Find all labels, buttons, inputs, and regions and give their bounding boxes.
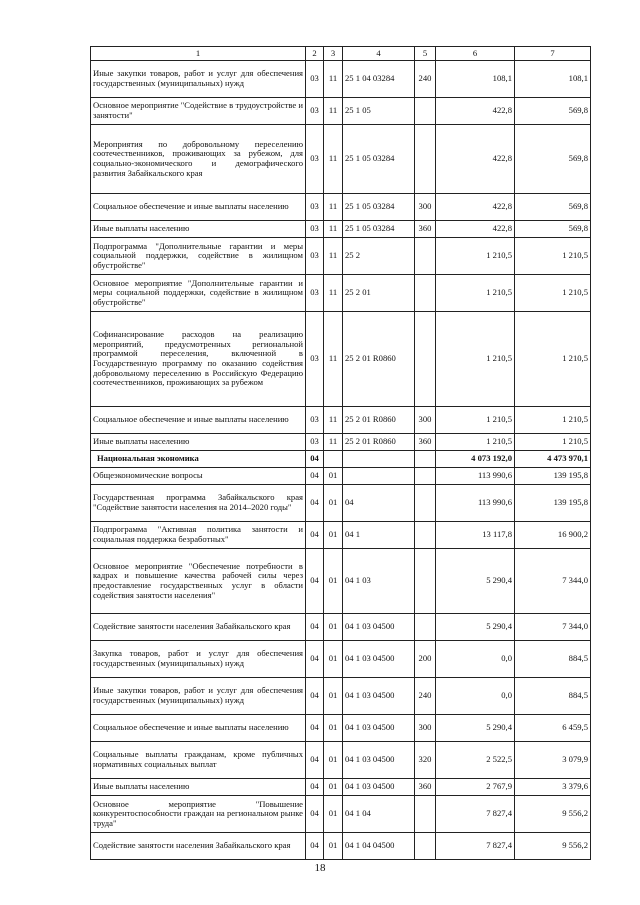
- section-code-cell: 04: [306, 451, 324, 468]
- subsection-code-cell: 01: [324, 715, 343, 742]
- row-name-cell: Основное мероприятие "Обеспечение потребности в кадрах и повышение качества рабочей силы через предоставление государственных услуг в области содействия занятости населения": [91, 549, 306, 614]
- subsection-code-cell: 11: [324, 312, 343, 407]
- expense-type-cell: [415, 98, 436, 125]
- amount-col7-cell: 7 344,0: [515, 549, 591, 614]
- subsection-code-cell: 01: [324, 779, 343, 796]
- amount-col7-cell: 3 379,6: [515, 779, 591, 796]
- row-name-cell: Основное мероприятие "Повышение конкурентоспособности граждан на региональном рынке труда": [91, 796, 306, 833]
- header-cell-1: 1: [91, 47, 306, 61]
- target-article-cell: 25 2 01: [343, 275, 415, 312]
- amount-col7-cell: 139 195,8: [515, 485, 591, 522]
- subsection-code-cell: 01: [324, 641, 343, 678]
- row-name-cell: Социальное обеспечение и иные выплаты населению: [91, 715, 306, 742]
- table-row: [91, 549, 591, 614]
- section-code-cell: 04: [306, 641, 324, 678]
- section-code-cell: 04: [306, 614, 324, 641]
- target-article-cell: 04 1 03 04500: [343, 614, 415, 641]
- row-name-cell: Иные выплаты населению: [91, 221, 306, 238]
- section-code-cell: 03: [306, 194, 324, 221]
- target-article-cell: 25 1 05 03284: [343, 125, 415, 194]
- row-name-cell: Социальные выплаты гражданам, кроме публичных нормативных социальных выплат: [91, 742, 306, 779]
- amount-col6-cell: 422,8: [436, 194, 515, 221]
- subsection-code-cell: 11: [324, 434, 343, 451]
- target-article-cell: 25 1 04 03284: [343, 61, 415, 98]
- subsection-code-cell: 01: [324, 485, 343, 522]
- table-row: [91, 194, 591, 221]
- amount-col7-cell: 9 556,2: [515, 796, 591, 833]
- expense-type-cell: [415, 614, 436, 641]
- amount-col6-cell: 2 767,9: [436, 779, 515, 796]
- target-article-cell: 04 1 03 04500: [343, 678, 415, 715]
- table-row: [91, 715, 591, 742]
- subsection-code-cell: 11: [324, 275, 343, 312]
- expense-type-cell: 360: [415, 434, 436, 451]
- amount-col6-cell: 5 290,4: [436, 614, 515, 641]
- subsection-code-cell: 01: [324, 614, 343, 641]
- expense-type-cell: 300: [415, 407, 436, 434]
- amount-col6-cell: 422,8: [436, 98, 515, 125]
- row-name-cell: Социальное обеспечение и иные выплаты населению: [91, 407, 306, 434]
- table-row: [91, 275, 591, 312]
- section-code-cell: 03: [306, 434, 324, 451]
- amount-col7-cell: 1 210,5: [515, 238, 591, 275]
- table-row: [91, 98, 591, 125]
- subsection-code-cell: 11: [324, 238, 343, 275]
- row-name-cell: Иные выплаты населению: [91, 434, 306, 451]
- subsection-code-cell: 11: [324, 221, 343, 238]
- expense-type-cell: [415, 833, 436, 860]
- amount-col6-cell: 7 827,4: [436, 796, 515, 833]
- expense-type-cell: [415, 238, 436, 275]
- amount-col7-cell: 1 210,5: [515, 312, 591, 407]
- target-article-cell: 25 2: [343, 238, 415, 275]
- target-article-cell: 04 1 03 04500: [343, 742, 415, 779]
- expense-type-cell: [415, 468, 436, 485]
- expense-type-cell: [415, 312, 436, 407]
- amount-col7-cell: 1 210,5: [515, 434, 591, 451]
- expense-type-cell: 300: [415, 715, 436, 742]
- amount-col7-cell: 569,8: [515, 194, 591, 221]
- section-code-cell: 03: [306, 312, 324, 407]
- table-row: [91, 779, 591, 796]
- amount-col7-cell: 3 079,9: [515, 742, 591, 779]
- table-row: [91, 125, 591, 194]
- row-name-cell: Общеэкономические вопросы: [91, 468, 306, 485]
- expense-type-cell: [415, 485, 436, 522]
- amount-col7-cell: 884,5: [515, 641, 591, 678]
- amount-col7-cell: 1 210,5: [515, 407, 591, 434]
- amount-col7-cell: 16 900,2: [515, 522, 591, 549]
- table-row: [91, 434, 591, 451]
- subsection-code-cell: 11: [324, 61, 343, 98]
- target-article-cell: 25 2 01 R0860: [343, 407, 415, 434]
- header-cell-2: 2: [306, 47, 324, 61]
- expense-type-cell: [415, 522, 436, 549]
- subsection-code-cell: 11: [324, 125, 343, 194]
- target-article-cell: 04 1 03 04500: [343, 641, 415, 678]
- section-code-cell: 04: [306, 549, 324, 614]
- table-row: [91, 678, 591, 715]
- target-article-cell: 25 2 01 R0860: [343, 434, 415, 451]
- header-cell-5: 5: [415, 47, 436, 61]
- section-code-cell: 03: [306, 221, 324, 238]
- amount-col7-cell: 108,1: [515, 61, 591, 98]
- section-code-cell: 04: [306, 779, 324, 796]
- section-code-cell: 04: [306, 522, 324, 549]
- section-code-cell: 04: [306, 468, 324, 485]
- table-row: [91, 238, 591, 275]
- table-row: [91, 61, 591, 98]
- amount-col6-cell: 1 210,5: [436, 434, 515, 451]
- subsection-code-cell: 01: [324, 522, 343, 549]
- amount-col7-cell: 1 210,5: [515, 275, 591, 312]
- subsection-code-cell: 01: [324, 468, 343, 485]
- section-code-cell: 03: [306, 61, 324, 98]
- amount-col6-cell: 1 210,5: [436, 312, 515, 407]
- expense-type-cell: [415, 275, 436, 312]
- row-name-cell: Иные закупки товаров, работ и услуг для обеспечения государственных (муниципальных) нужд: [91, 678, 306, 715]
- section-code-cell: 03: [306, 238, 324, 275]
- amount-col7-cell: 4 473 970,1: [515, 451, 591, 468]
- amount-col7-cell: 569,8: [515, 125, 591, 194]
- amount-col7-cell: 6 459,5: [515, 715, 591, 742]
- subsection-code-cell: [324, 451, 343, 468]
- section-code-cell: 04: [306, 715, 324, 742]
- row-name-cell: Содействие занятости населения Забайкальского края: [91, 833, 306, 860]
- target-article-cell: 25 2 01 R0860: [343, 312, 415, 407]
- row-name-cell: Содействие занятости населения Забайкальского края: [91, 614, 306, 641]
- section-code-cell: 03: [306, 125, 324, 194]
- target-article-cell: 04 1 03: [343, 549, 415, 614]
- target-article-cell: 25 1 05: [343, 98, 415, 125]
- amount-col6-cell: 422,8: [436, 221, 515, 238]
- amount-col7-cell: 9 556,2: [515, 833, 591, 860]
- section-code-cell: 03: [306, 275, 324, 312]
- amount-col6-cell: 5 290,4: [436, 549, 515, 614]
- budget-table: [90, 46, 591, 860]
- expense-type-cell: 200: [415, 641, 436, 678]
- section-code-cell: 04: [306, 742, 324, 779]
- amount-col6-cell: 113 990,6: [436, 485, 515, 522]
- subsection-code-cell: 01: [324, 833, 343, 860]
- row-name-cell: Закупка товаров, работ и услуг для обеспечения государственных (муниципальных) нужд: [91, 641, 306, 678]
- table-row: [91, 451, 591, 468]
- amount-col7-cell: 569,8: [515, 221, 591, 238]
- row-name-cell: Основное мероприятие "Содействие в трудоустройстве и занятости": [91, 98, 306, 125]
- target-article-cell: 25 1 05 03284: [343, 221, 415, 238]
- table-row: [91, 485, 591, 522]
- amount-col6-cell: 1 210,5: [436, 407, 515, 434]
- subsection-code-cell: 01: [324, 549, 343, 614]
- header-cell-6: 6: [436, 47, 515, 61]
- table-row: [91, 522, 591, 549]
- row-name-cell: Мероприятия по добровольному переселению соотечественников, проживающих за рубежом, для социально-экономического и демографического развития Забайкальского края: [91, 125, 306, 194]
- table-body: [91, 47, 591, 860]
- section-code-cell: 04: [306, 678, 324, 715]
- expense-type-cell: 300: [415, 194, 436, 221]
- header-cell-4: 4: [343, 47, 415, 61]
- header-cell-3: 3: [324, 47, 343, 61]
- amount-col6-cell: 1 210,5: [436, 238, 515, 275]
- amount-col6-cell: 113 990,6: [436, 468, 515, 485]
- expense-type-cell: 360: [415, 221, 436, 238]
- section-code-cell: 04: [306, 833, 324, 860]
- table-row: [91, 641, 591, 678]
- subsection-code-cell: 11: [324, 98, 343, 125]
- amount-col6-cell: 4 073 192,0: [436, 451, 515, 468]
- target-article-cell: 04 1 04: [343, 796, 415, 833]
- subsection-code-cell: 01: [324, 742, 343, 779]
- table-row: [91, 221, 591, 238]
- target-article-cell: 04: [343, 485, 415, 522]
- table-row: [91, 833, 591, 860]
- subsection-code-cell: 11: [324, 194, 343, 221]
- target-article-cell: 04 1 03 04500: [343, 779, 415, 796]
- amount-col6-cell: 5 290,4: [436, 715, 515, 742]
- amount-col6-cell: 422,8: [436, 125, 515, 194]
- section-code-cell: 03: [306, 98, 324, 125]
- amount-col6-cell: 7 827,4: [436, 833, 515, 860]
- expense-type-cell: [415, 125, 436, 194]
- amount-col6-cell: 1 210,5: [436, 275, 515, 312]
- target-article-cell: 04 1: [343, 522, 415, 549]
- table-row: [91, 468, 591, 485]
- row-name-cell: Иные закупки товаров, работ и услуг для обеспечения государственных (муниципальных) нужд: [91, 61, 306, 98]
- expense-type-cell: 360: [415, 779, 436, 796]
- row-name-cell: Основное мероприятие "Дополнительные гарантии и меры социальной поддержки, содействие в жилищном обустройстве": [91, 275, 306, 312]
- subsection-code-cell: 11: [324, 407, 343, 434]
- header-cell-7: 7: [515, 47, 591, 61]
- row-name-cell: Подпрограмма "Дополнительные гарантии и меры социальной поддержки, содействие в жилищном обустройстве": [91, 238, 306, 275]
- amount-col6-cell: 0,0: [436, 641, 515, 678]
- row-name-cell: Софинансирование расходов на реализацию мероприятий, предусмотренных региональной программой переселения, включенной в Государственную программу по оказанию содействия добровольному переселению в Российскую Федерацию соотечественников, проживающих за рубежом: [91, 312, 306, 407]
- target-article-cell: 25 1 05 03284: [343, 194, 415, 221]
- table-row: [91, 312, 591, 407]
- section-code-cell: 03: [306, 407, 324, 434]
- amount-col7-cell: 139 195,8: [515, 468, 591, 485]
- expense-type-cell: 240: [415, 678, 436, 715]
- table-row: [91, 742, 591, 779]
- expense-type-cell: 240: [415, 61, 436, 98]
- subsection-code-cell: 01: [324, 678, 343, 715]
- amount-col6-cell: 0,0: [436, 678, 515, 715]
- target-article-cell: [343, 451, 415, 468]
- expense-type-cell: [415, 549, 436, 614]
- table-row: [91, 614, 591, 641]
- page-number: 18: [314, 862, 326, 874]
- amount-col6-cell: 13 117,8: [436, 522, 515, 549]
- table-header-row: [91, 47, 591, 61]
- expense-type-cell: [415, 451, 436, 468]
- subsection-code-cell: 01: [324, 796, 343, 833]
- row-name-cell: Социальное обеспечение и иные выплаты населению: [91, 194, 306, 221]
- amount-col7-cell: 569,8: [515, 98, 591, 125]
- table-row: [91, 407, 591, 434]
- target-article-cell: [343, 468, 415, 485]
- row-name-cell: Подпрограмма "Активная политика занятости и социальная поддержка безработных": [91, 522, 306, 549]
- section-code-cell: 04: [306, 485, 324, 522]
- amount-col6-cell: 108,1: [436, 61, 515, 98]
- row-name-cell: Национальная экономика: [91, 451, 306, 468]
- amount-col6-cell: 2 522,5: [436, 742, 515, 779]
- table-row: [91, 796, 591, 833]
- expense-type-cell: [415, 796, 436, 833]
- target-article-cell: 04 1 03 04500: [343, 715, 415, 742]
- section-code-cell: 04: [306, 796, 324, 833]
- row-name-cell: Государственная программа Забайкальского края "Содействие занятости населения на 2014–2020 годы": [91, 485, 306, 522]
- row-name-cell: Иные выплаты населению: [91, 779, 306, 796]
- amount-col7-cell: 7 344,0: [515, 614, 591, 641]
- target-article-cell: 04 1 04 04500: [343, 833, 415, 860]
- expense-type-cell: 320: [415, 742, 436, 779]
- amount-col7-cell: 884,5: [515, 678, 591, 715]
